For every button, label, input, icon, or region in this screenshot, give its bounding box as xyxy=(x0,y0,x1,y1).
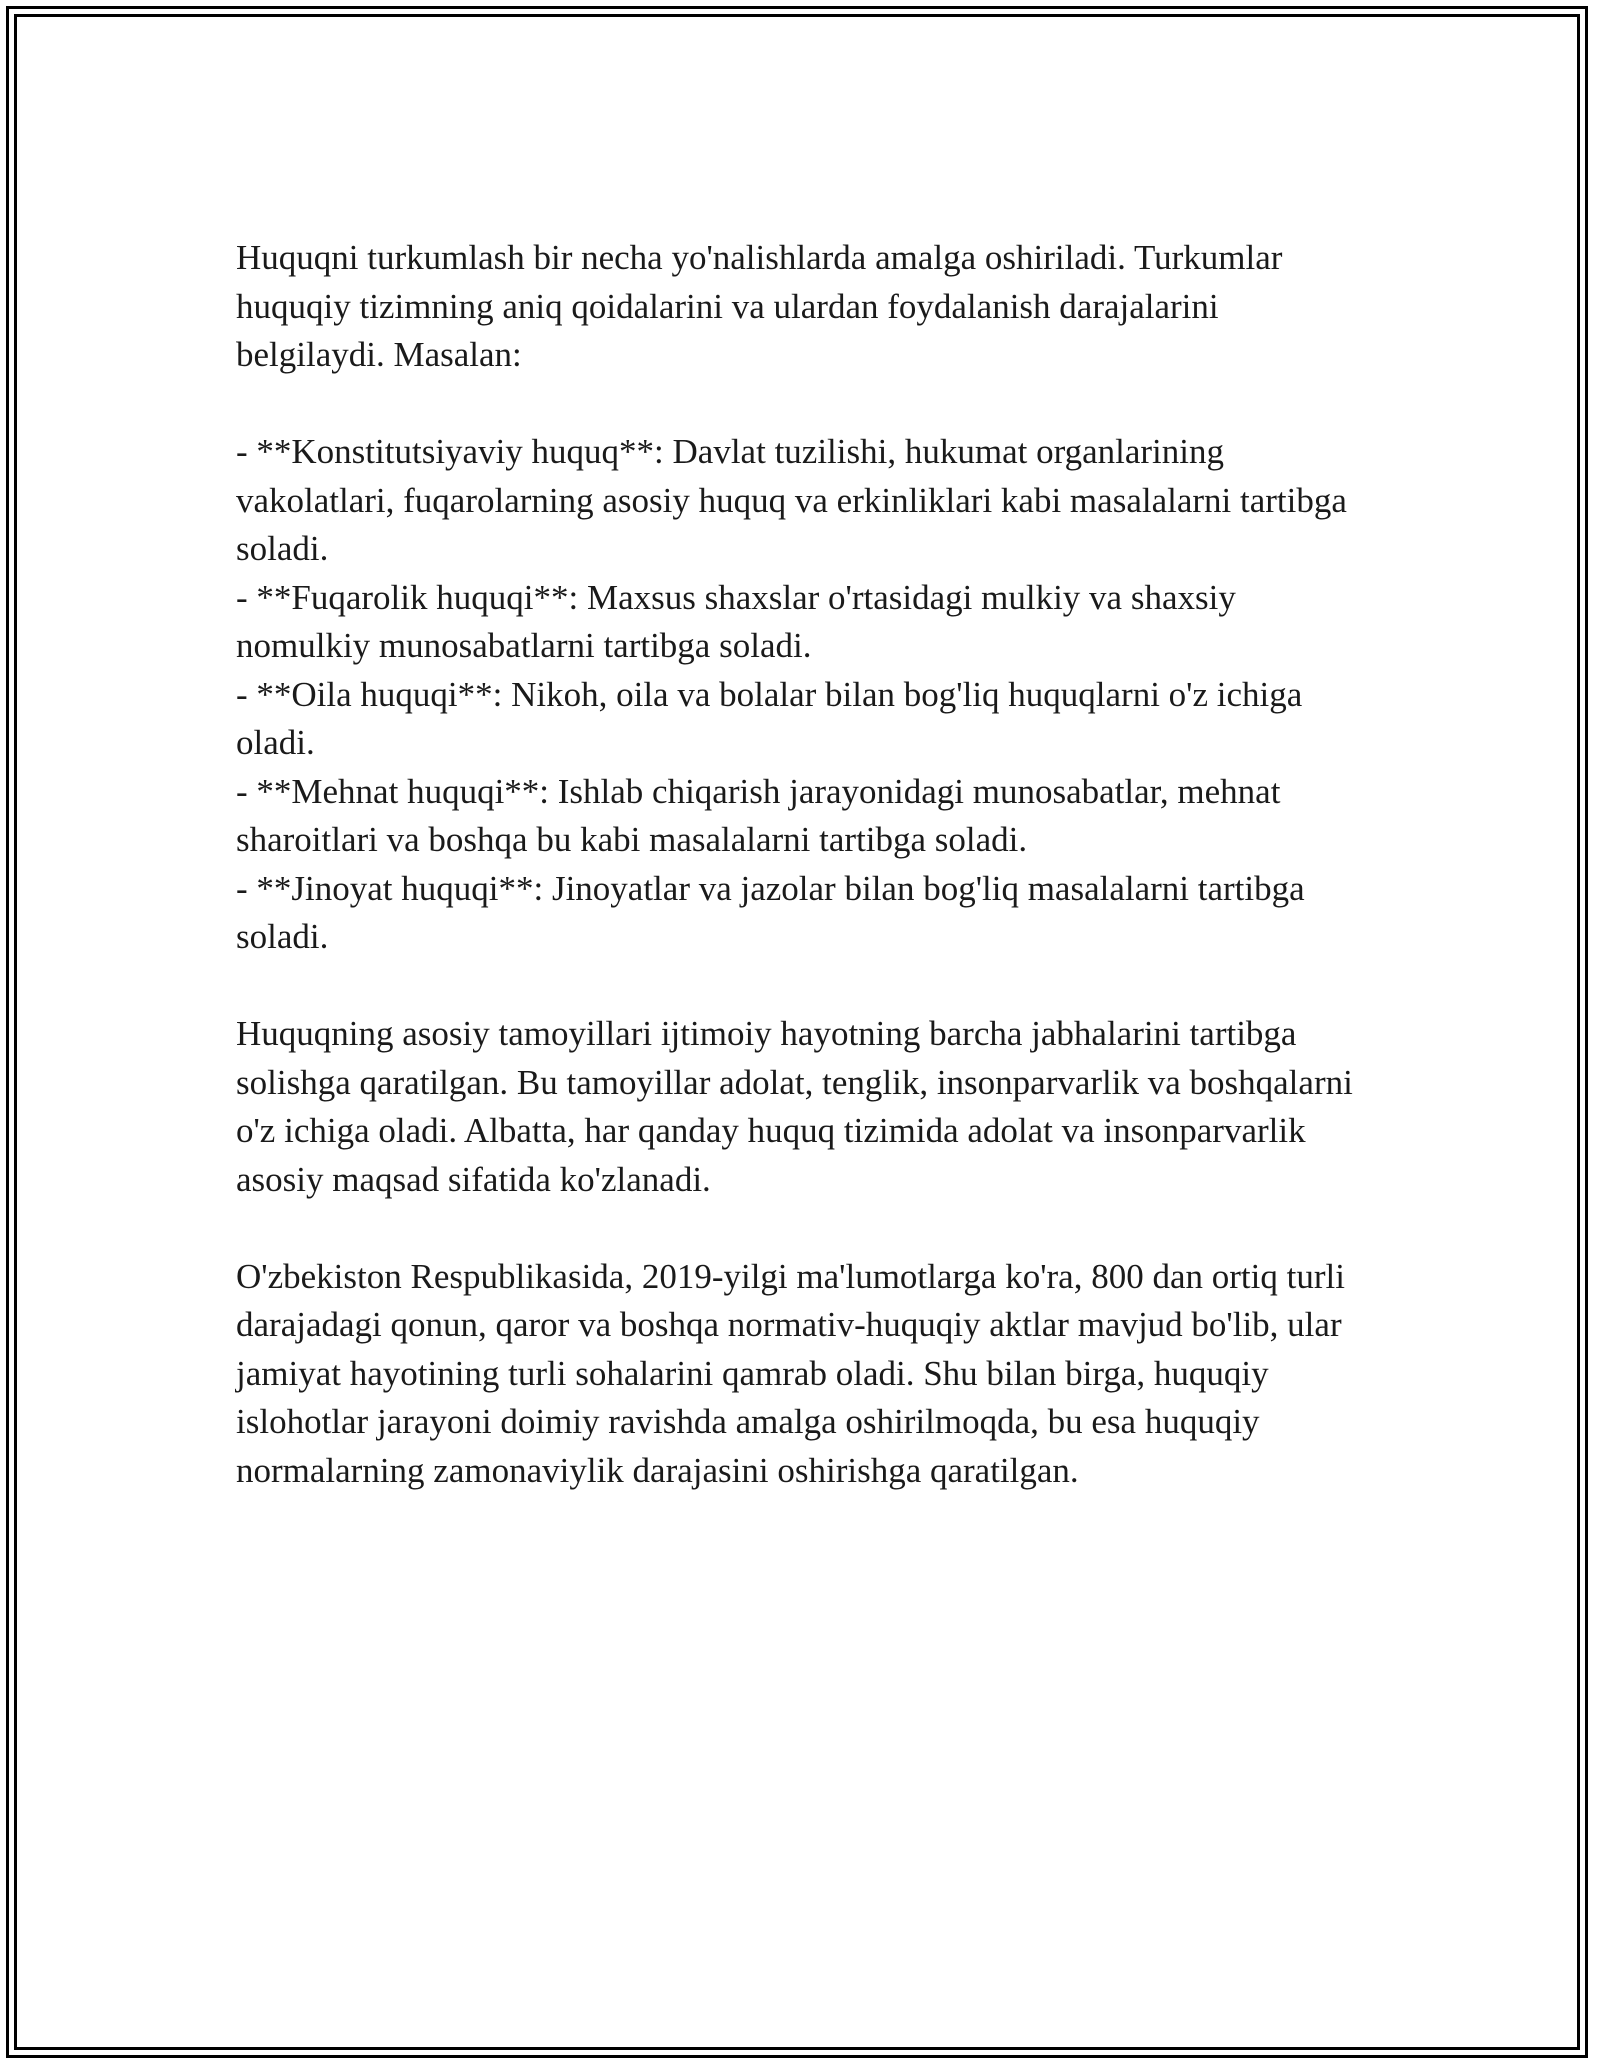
law-categories-list xyxy=(236,428,1376,962)
intro-paragraph: Huquqni turkumlash bir necha yo'nalishlarda amalga oshiriladi. Turkumlar huquqiy tizimning aniq qoidalarini va ulardan foydalanish darajalarini belgilaydi. Masalan: xyxy=(236,238,1283,374)
paragraph-spacer xyxy=(236,380,1376,429)
statistics-paragraph: O'zbekiston Respublikasida, 2019-yilgi ma'lumotlarga ko'ra, 800 dan ortiq turli darajadagi qonun, qaror va boshqa normativ-huquqiy aktlar mavjud bo'lib, ular jamiyat hayotining turli sohalarini qamrab oladi. Shu bilan birga, huquqiy islohotlar jarayoni doimiy ravishda amalga oshirilmoqda, bu esa huquqiy normalarning zamonaviylik darajasini oshirishga qaratilgan. xyxy=(236,1256,1345,1490)
list-item: - **Oila huquqi**: Nikoh, oila va bolalar bilan bog'liq huquqlarni o'z ichiga oladi. xyxy=(236,674,1303,762)
list-item: - **Jinoyat huquqi**: Jinoyatlar va jazolar bilan bog'liq masalalarni tartibga soladi. xyxy=(236,868,1305,956)
list-item: - **Fuqarolik huquqi**: Maxsus shaxslar o'rtasidagi mulkiy va shaxsiy nomulkiy munosabatlarni tartibga soladi. xyxy=(236,577,1236,665)
list-item: - **Konstitutsiyaviy huquq**: Davlat tuzilishi, hukumat organlarining vakolatlari, fuqarolarning asosiy huquq va erkinliklari kabi masalalarni tartibga soladi. xyxy=(236,432,1347,568)
paragraph-spacer xyxy=(236,1204,1376,1253)
list-item: - **Mehnat huquqi**: Ishlab chiqarish jarayonidagi munosabatlar, mehnat sharoitlari va boshqa bu kabi masalalarni tartibga soladi. xyxy=(236,771,1281,859)
paragraph-spacer xyxy=(236,962,1376,1011)
principles-paragraph: Huquqning asosiy tamoyillari ijtimoiy hayotning barcha jabhalarini tartibga solishga qaratilgan. Bu tamoyillar adolat, tenglik, insonparvarlik va boshqalarni o'z ichiga oladi. Albatta, har qanday huquq tizimida adolat va insonparvarlik asosiy maqsad sifatida ko'zlanadi. xyxy=(236,1014,1353,1199)
document-body xyxy=(236,234,1376,1495)
